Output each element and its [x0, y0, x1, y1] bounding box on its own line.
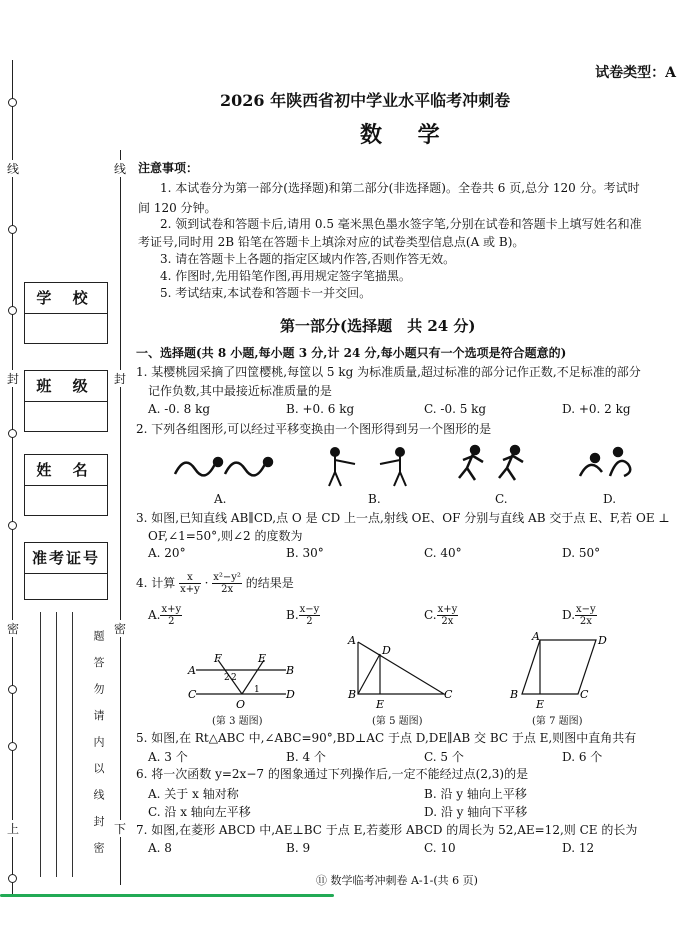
denominator: 2x [441, 616, 454, 627]
q7-option-c: C. 10 [424, 841, 456, 855]
q4-stem-pre: 4. 计算 [136, 576, 176, 590]
skater-figure [580, 448, 630, 476]
denominator: 2 [168, 616, 175, 627]
q3-option-d: D. 50° [562, 546, 601, 560]
school-field[interactable] [24, 282, 108, 344]
angle-2b: 2 [231, 673, 237, 683]
q4-fraction-1 [179, 572, 201, 595]
denominator: 2x [221, 584, 234, 595]
denominator: x+y [180, 584, 200, 595]
q3-option-b: B. 30° [286, 546, 324, 560]
exam-number-field[interactable] [24, 542, 108, 600]
seal-char: 封 [114, 372, 127, 386]
q5-option-b: B. 4 个 [286, 750, 326, 764]
q7-option-b: B. 9 [286, 841, 311, 855]
note-line: 2. 领到试卷和答题卡后,请用 0.5 毫米黑色墨水签字笔,分别在试卷和答题卡上填写姓名和准 [160, 217, 642, 231]
q1-option-d: D. +0. 2 kg [562, 402, 631, 416]
numerator: x+y [437, 604, 458, 615]
seal-circle [8, 521, 17, 530]
runner-figure [459, 446, 523, 480]
swimmer-figure [175, 458, 272, 475]
numerator: x−y [299, 604, 320, 615]
note-line: 1. 本试卷分为第一部分(选择题)和第二部分(非选择题)。全卷共 6 页,总分 120 分。考试时 [160, 181, 640, 195]
numerator: x+y [161, 604, 182, 615]
angle-1: 1 [254, 685, 260, 695]
note-line: 间 120 分钟。 [138, 201, 217, 215]
label-C: C [188, 688, 197, 701]
figure-q3 [186, 632, 296, 712]
note-line: 考证号,同时用 2B 铅笔在答题卡上填涂对应的试卷类型信息点(A 或 B)。 [138, 235, 525, 249]
label-C: C [580, 688, 589, 701]
q5-option-c: C. 5 个 [424, 750, 464, 764]
note-line: 4. 作图时,先用铅笔作图,再用规定签字笔描黑。 [160, 269, 411, 283]
subject-title: 数 学 [360, 122, 454, 148]
exam-number-label: 准考证号 [25, 543, 107, 574]
label-D: D [286, 688, 295, 701]
q1-stem: 记作负数,其中最接近标准质量的是 [148, 384, 332, 398]
q6-option-d: D. 沿 y 轴向下平移 [424, 805, 528, 819]
dot-operator: · [204, 576, 209, 590]
name-label: 姓 名 [25, 455, 107, 486]
q1-option-c: C. -0. 5 kg [424, 402, 487, 416]
class-field[interactable] [24, 370, 108, 432]
figure-q5 [344, 632, 454, 712]
ruled-line [56, 612, 57, 877]
option-fraction [575, 604, 597, 627]
option-letter: C. [424, 608, 437, 622]
q6-option-a: A. 关于 x 轴对称 [148, 787, 239, 801]
q3-stem: 3. 如图,已知直线 AB∥CD,点 O 是 CD 上一点,射线 OE、OF 分别与直线 AB 交于点 E、F,若 OE ⊥ [136, 511, 670, 525]
figure-q3-caption: (第 3 题图) [212, 716, 263, 727]
seal-circle [8, 306, 17, 315]
label-E: E [258, 652, 267, 665]
label-A: A [348, 634, 356, 647]
seal-char: 下 [114, 822, 127, 836]
q1-option-b: B. +0. 6 kg [286, 402, 355, 416]
note-line: 3. 请在答题卡上各题的指定区域内作答,否则作答无效。 [160, 252, 456, 266]
q2-option-c: C. [495, 492, 508, 506]
seal-line-right [120, 150, 121, 885]
label-A: A [188, 664, 196, 677]
q4-stem [136, 572, 294, 595]
section-heading: 一、选择题(共 8 小题,每小题 3 分,计 24 分,每小题只有一个选项是符合题意的) [136, 346, 567, 360]
q5-option-a: A. 3 个 [148, 750, 188, 764]
q1-option-a: A. -0. 8 kg [148, 402, 211, 416]
numerator: x−y [576, 604, 596, 615]
numerator: x²−y² [213, 572, 241, 583]
denominator: 2x [579, 616, 592, 627]
seal-char: 线 [114, 162, 127, 176]
q4-fraction-2 [212, 572, 242, 595]
q1-stem: 1. 某樱桃园采摘了四筐樱桃,每筐以 5 kg 为标准质量,超过标准的部分记作正数,不足标准的部分 [136, 365, 641, 379]
note-line: 5. 考试结束,本试卷和答题卡一并交回。 [160, 286, 372, 300]
ruled-line [40, 612, 41, 877]
seal-char: 封 [7, 372, 20, 386]
ruled-line [72, 612, 73, 877]
q3-option-c: C. 40° [424, 546, 462, 560]
label-E: E [376, 698, 385, 711]
q4-option-a [148, 604, 182, 627]
label-O: O [236, 698, 246, 711]
seal-char: 上 [7, 822, 20, 836]
do-not-answer-text: 题 答 勿 请 内 以 线 封 密 [92, 630, 105, 859]
label-A: A [532, 632, 540, 643]
figure-q7 [508, 632, 618, 712]
q3-stem: OF,∠1=50°,则∠2 的度数为 [148, 529, 303, 543]
denominator: 2 [306, 616, 313, 627]
option-letter: A. [148, 608, 161, 622]
seal-line-left [12, 60, 13, 895]
numerator: x [179, 572, 201, 584]
label-C: C [444, 688, 453, 701]
label-F: F [214, 652, 222, 665]
q7-option-a: A. 8 [148, 841, 172, 855]
angle-2: 2 [224, 673, 230, 683]
label-B: B [286, 664, 295, 677]
name-field[interactable] [24, 454, 108, 516]
option-fraction [437, 604, 459, 627]
q4-option-b [286, 604, 320, 627]
fencer-figure [329, 448, 406, 486]
label-E: E [536, 698, 545, 711]
label-D: D [382, 644, 391, 657]
q6-stem: 6. 将一次函数 y=2x−7 的图象通过下列操作后,一定不能经过点(2,3)的是 [136, 767, 529, 781]
class-label: 班 级 [25, 371, 107, 402]
seal-char: 线 [7, 162, 20, 176]
school-label: 学 校 [25, 283, 107, 314]
q2-option-a: A. [214, 492, 227, 506]
q2-option-d: D. [603, 492, 617, 506]
q4-option-d [562, 604, 597, 627]
label-B: B [510, 688, 519, 701]
q6-option-b: B. 沿 y 轴向上平移 [424, 787, 527, 801]
seal-circle [8, 98, 17, 107]
option-letter: D. [562, 608, 576, 622]
notes-heading: 注意事项： [138, 161, 199, 175]
seal-circle [8, 225, 17, 234]
seal-char: 密 [114, 622, 127, 636]
option-fraction [299, 604, 321, 627]
part1-title: 第一部分(选择题 共 24 分) [280, 317, 476, 335]
option-fraction [160, 604, 182, 627]
q7-option-d: D. 12 [562, 841, 595, 855]
q4-stem-post: 的结果是 [245, 576, 294, 590]
q2-option-b: B. [368, 492, 381, 506]
figure-q7-caption: (第 7 题图) [532, 716, 583, 727]
seal-circle [8, 742, 17, 751]
q3-option-a: A. 20° [148, 546, 186, 560]
figure-q5-caption: (第 5 题图) [372, 716, 423, 727]
seal-circle [8, 874, 17, 883]
seal-char: 密 [7, 622, 20, 636]
label-B: B [348, 688, 357, 701]
progress-strip [0, 894, 334, 897]
seal-circle [8, 685, 17, 694]
q5-stem: 5. 如图,在 Rt△ABC 中,∠ABC=90°,BD⊥AC 于点 D,DE∥AB 交 BC 于点 E,则图中直角共有 [136, 731, 637, 745]
q4-option-c [424, 604, 458, 627]
q5-option-d: D. 6 个 [562, 750, 603, 764]
page-footer: ⑪ 数学临考冲刺卷 A-1-(共 6 页) [316, 874, 478, 887]
q7-stem: 7. 如图,在菱形 ABCD 中,AE⊥BC 于点 E,若菱形 ABCD 的周长为 52,AE=12,则 CE 的长为 [136, 823, 638, 837]
label-D: D [598, 634, 607, 647]
exam-title: 2026 年陕西省初中学业水平临考冲刺卷 [220, 91, 511, 110]
q2-stem: 2. 下列各组图形,可以经过平移变换由一个图形得到另一个图形的是 [136, 422, 492, 436]
q2-figures [170, 444, 670, 494]
paper-type: 试卷类型：A [595, 65, 676, 81]
seal-circle [8, 429, 17, 438]
q6-option-c: C. 沿 x 轴向左平移 [148, 805, 251, 819]
option-letter: B. [286, 608, 299, 622]
